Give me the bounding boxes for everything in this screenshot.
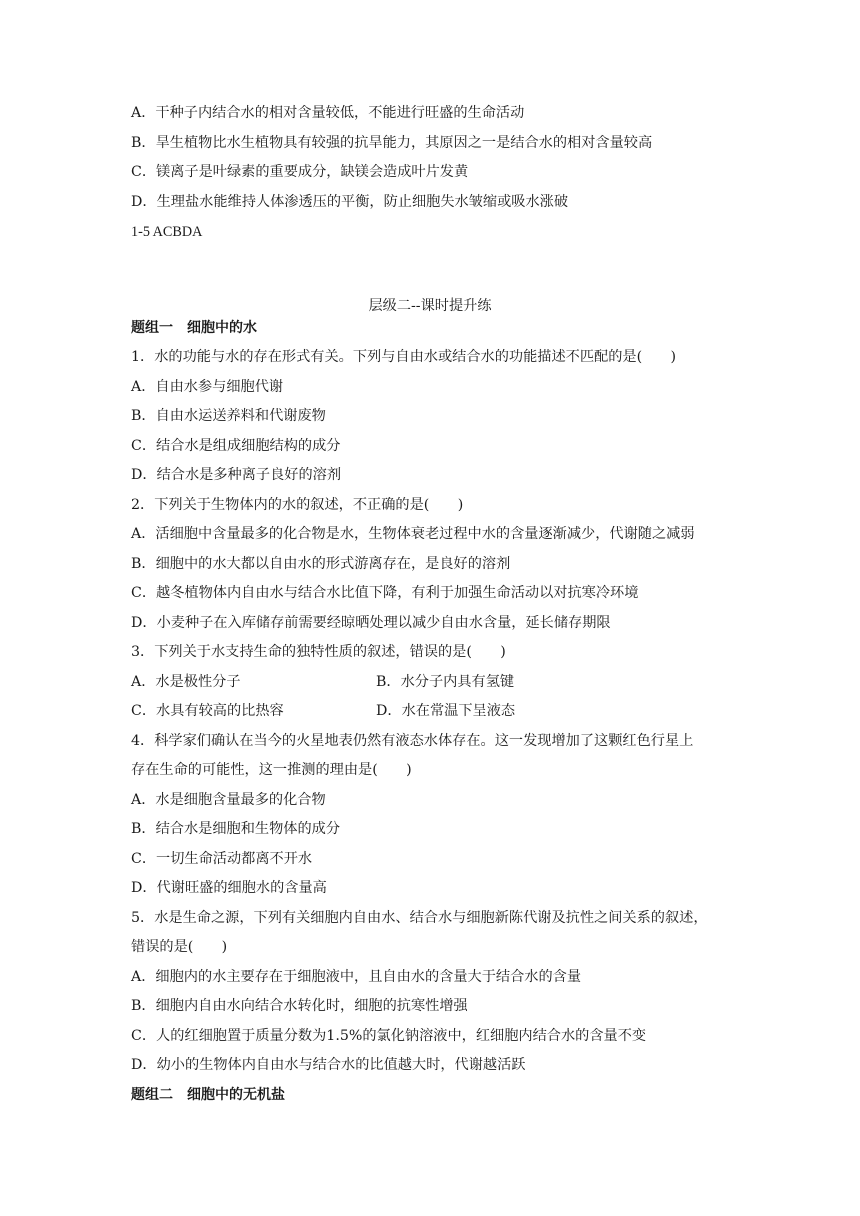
- q2-option-b: B．细胞中的水大都以自由水的形式游离存在，是良好的溶剂: [131, 556, 511, 572]
- q4-option-c: C．一切生命活动都离不开水: [131, 851, 313, 867]
- q1-option-d: D．结合水是多种离子良好的溶剂: [131, 467, 342, 483]
- q4-stem-line2: 存在生命的可能性，这一推测的理由是( ): [131, 762, 412, 778]
- q1-option-a: A．自由水参与细胞代谢: [131, 379, 284, 395]
- q1-option-b: B．自由水运送养料和代谢废物: [131, 408, 326, 424]
- q2-stem: 2．下列关于生物体内的水的叙述，不正确的是( ): [131, 497, 464, 513]
- q5-option-d: D．幼小的生物体内自由水与结合水的比值越大时，代谢越活跃: [131, 1057, 526, 1073]
- q3-option-b: B．水分子内具有氢键: [376, 674, 515, 690]
- prev-option-b: B．旱生植物比水生植物具有较强的抗旱能力，其原因之一是结合水的相对含量较高: [131, 135, 653, 151]
- prev-option-a: A．干种子内结合水的相对含量较低，不能进行旺盛的生命活动: [131, 105, 525, 121]
- q3-stem: 3．下列关于水支持生命的独特性质的叙述，错误的是( ): [131, 644, 506, 660]
- q4-stem-line1: 4．科学家们确认在当今的火星地表仍然有液态水体存在。这一发现增加了这颗红色行星上: [131, 733, 694, 749]
- q5-stem-line1: 5．水是生命之源，下列有关细胞内自由水、结合水与细胞新陈代谢及抗性之间关系的叙述，: [131, 910, 708, 926]
- q4-option-d: D．代谢旺盛的细胞水的含量高: [131, 880, 327, 896]
- prev-option-c: C．镁离子是叶绿素的重要成分，缺镁会造成叶片发黄: [131, 164, 469, 180]
- q1-stem: 1．水的功能与水的存在形式有关。下列与自由水或结合水的功能描述不匹配的是( ): [131, 349, 677, 365]
- q5-option-c: C．人的红细胞置于质量分数为1.5%的氯化钠溶液中，红细胞内结合水的含量不变: [131, 1028, 647, 1044]
- q3-option-a: A．水是极性分子: [131, 674, 241, 690]
- q5-option-b: B．细胞内自由水向结合水转化时，细胞的抗寒性增强: [131, 998, 468, 1014]
- q2-option-a: A．活细胞中含量最多的化合物是水，生物体衰老过程中水的含量逐渐减少，代谢随之减弱: [131, 526, 695, 542]
- q3-options-row2: [131, 701, 516, 721]
- q3-options-row1: [131, 672, 515, 692]
- group1-heading: 题组一 细胞中的水: [131, 320, 257, 336]
- answer-key: 1-5 ACBDA: [131, 224, 203, 240]
- q4-option-a: A．水是细胞含量最多的化合物: [131, 792, 326, 808]
- q2-option-c: C．越冬植物体内自由水与结合水比值下降，有利于加强生命活动以对抗寒冷环境: [131, 585, 639, 601]
- q2-option-d: D．小麦种子在入库储存前需要经晾晒处理以减少自由水含量，延长储存期限: [131, 615, 611, 631]
- q4-option-b: B．结合水是细胞和生物体的成分: [131, 821, 341, 837]
- prev-option-d: D．生理盐水能维持人体渗透压的平衡，防止细胞失水皱缩或吸水涨破: [131, 194, 569, 210]
- group2-heading: 题组二 细胞中的无机盐: [131, 1087, 285, 1103]
- q5-option-a: A．细胞内的水主要存在于细胞液中，且自由水的含量大于结合水的含量: [131, 969, 582, 985]
- q1-option-c: C．结合水是组成细胞结构的成分: [131, 438, 341, 454]
- q5-stem-line2: 错误的是( ): [131, 939, 228, 955]
- q3-option-c: C．水具有较高的比热容: [131, 703, 284, 719]
- section-title: 层级二--课时提升练: [368, 298, 492, 314]
- q3-option-d: D．水在常温下呈液态: [376, 703, 516, 719]
